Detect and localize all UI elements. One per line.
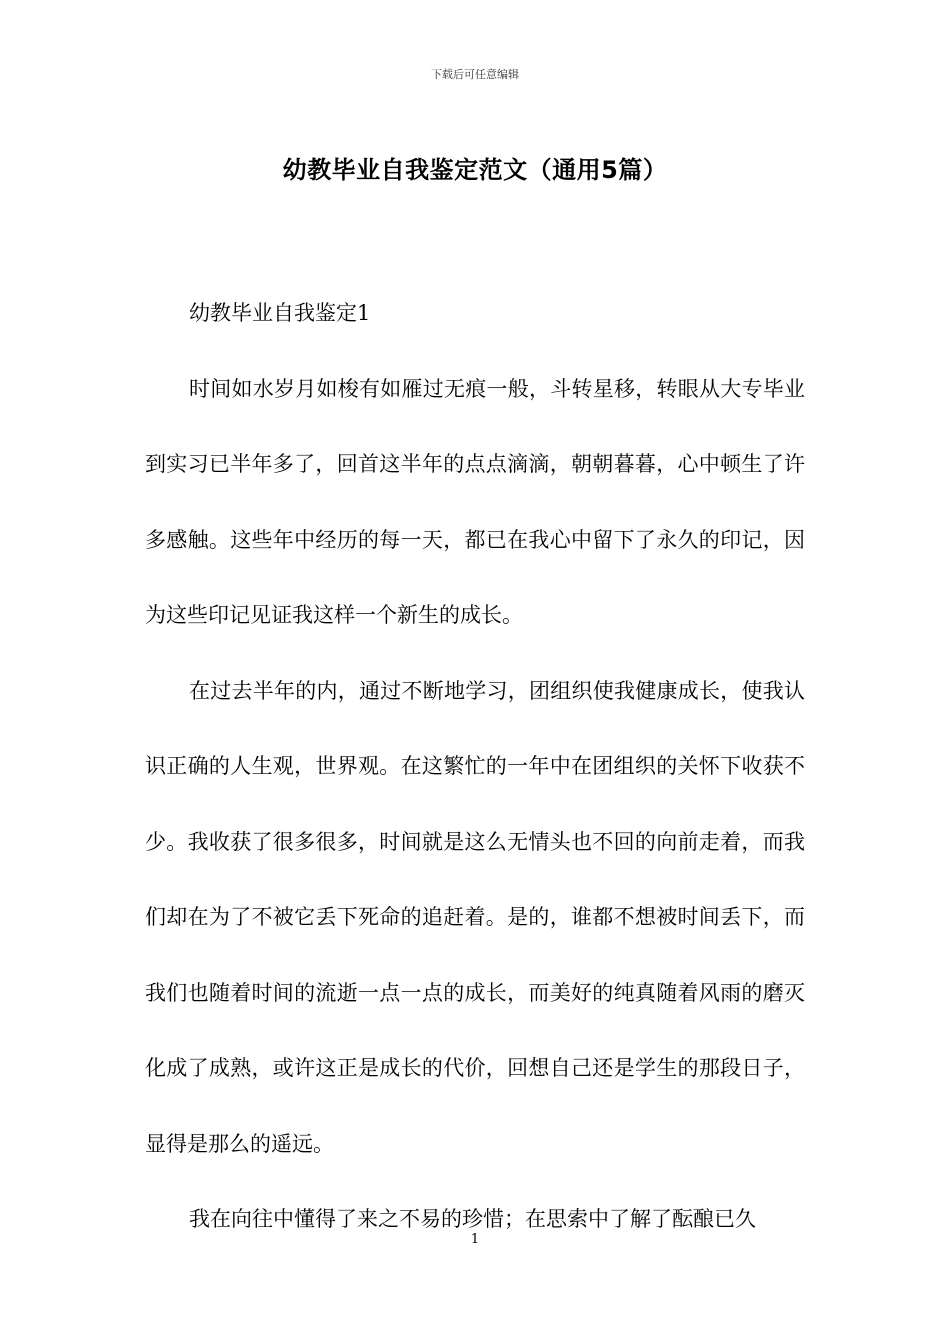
page-number: 1 — [470, 1232, 480, 1247]
section-heading: 幼教毕业自我鉴定1 — [189, 301, 371, 325]
paragraph-3: 我在向往中懂得了来之不易的珍惜；在思索中了解了酝酿已久 — [189, 1207, 756, 1231]
paragraph-2: 在过去半年的内，通过不断地学习，团组织使我健康成长，使我认识正确的人生观，世界观。在这繁忙的一年中在团组织的关怀下收获不少。我收获了很多很多，时间就是这么无情头也不回的向前走着，而我们却在为了不被它丢下死命的追赶着。是的，谁都不想被时间丢下，而我们也随着时间的流逝一点一点的成长，而美好的纯真随着风雨的磨灭化成了成熟，或许这正是成长的代价，回想自己还是学生的那段日子，显得是那么的遥远。 — [145, 678, 805, 1156]
header-note: 下载后可任意编辑 — [431, 68, 519, 81]
document-title: 幼教毕业自我鉴定范文（通用5篇） — [282, 156, 668, 184]
paragraph-1: 时间如水岁月如梭有如雁过无痕一般，斗转星移，转眼从大专毕业到实习已半年多了，回首这半年的点点滴滴，朝朝暮暮，心中顿生了许多感触。这些年中经历的每一天，都已在我心中留下了永久的印记，因为这些印记见证我这样一个新生的成长。 — [145, 376, 805, 627]
document-body — [145, 276, 805, 1258]
